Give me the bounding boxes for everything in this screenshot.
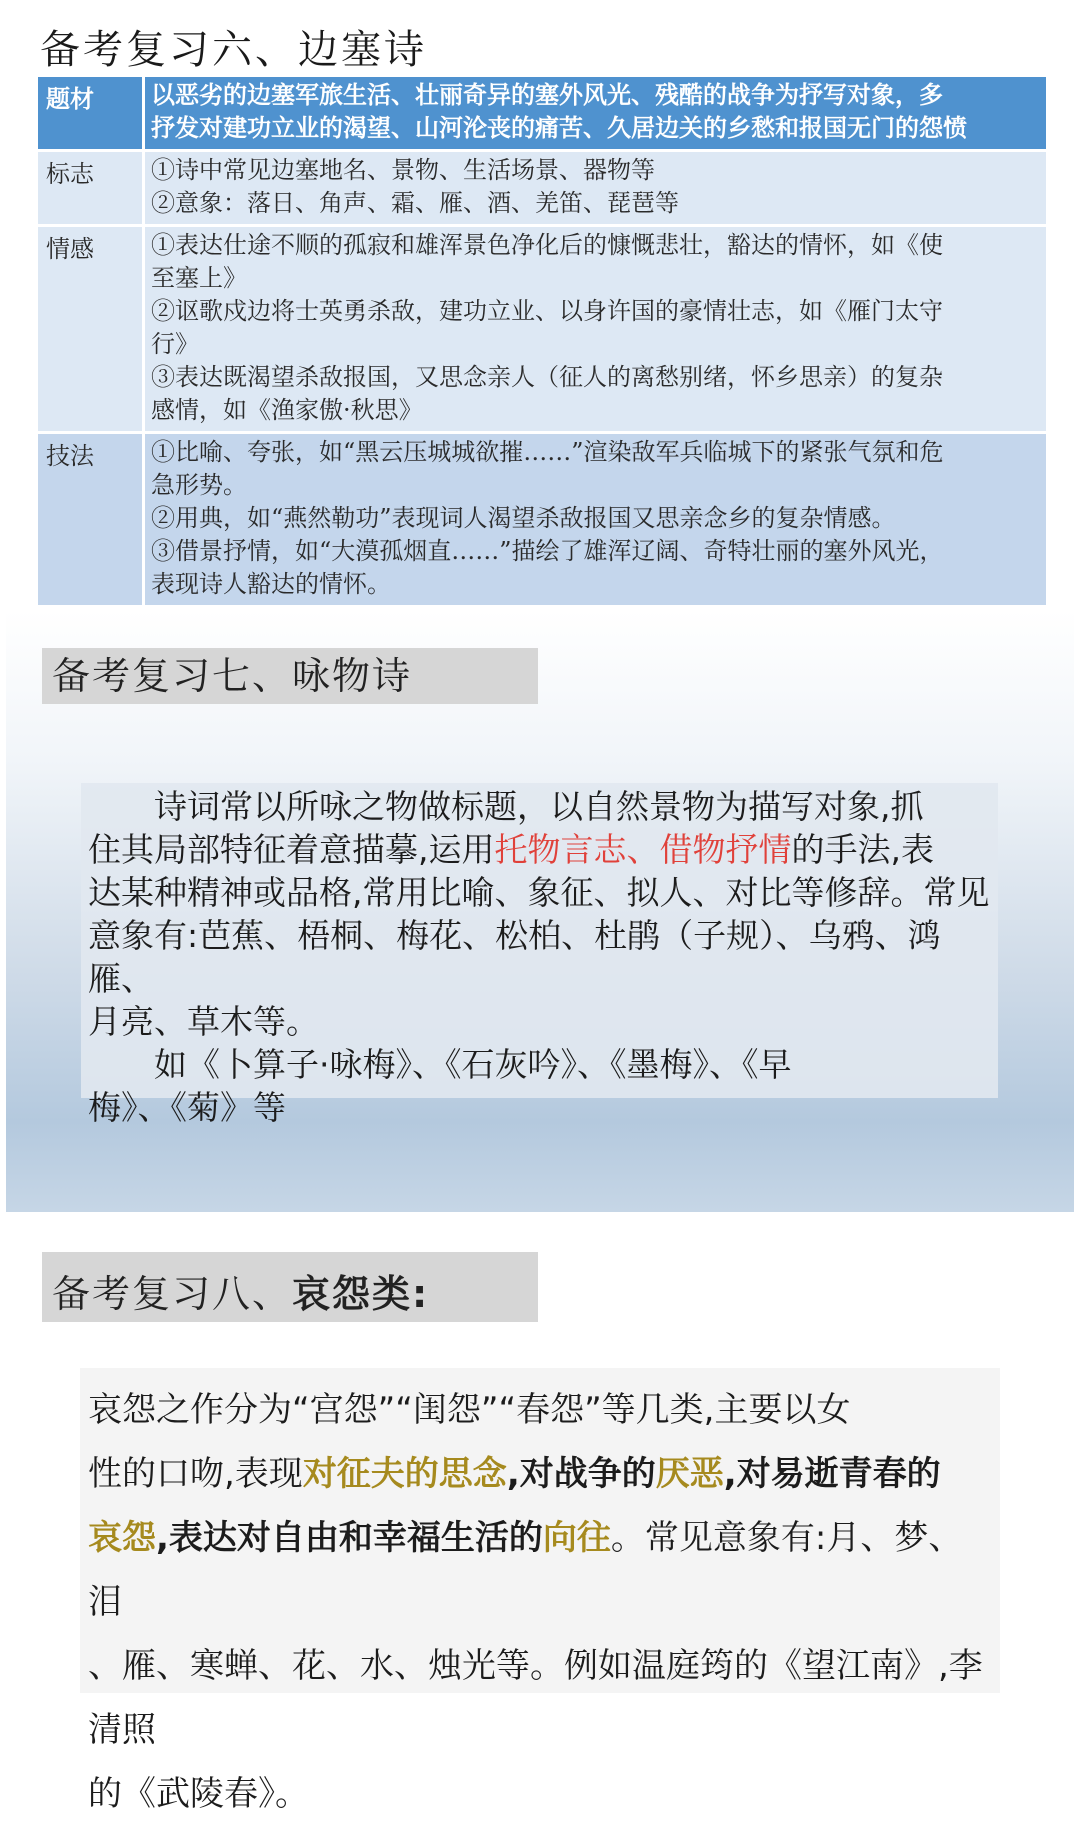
table-row-technique (38, 433, 1046, 607)
text-line: 诗词常以所咏之物做标题，以自然景物为描写对象,抓 (154, 787, 924, 826)
row-line: 急形势。 (151, 471, 247, 499)
row-line: 以恶劣的边塞军旅生活、壮丽奇异的塞外风光、残酷的战争为抒写对象，多 (151, 81, 943, 109)
text-line: 月亮、草木等。 (88, 1002, 319, 1041)
section6-title: 备考复习六、边塞诗 (40, 27, 427, 73)
text-line (88, 828, 993, 871)
text-line: 哀怨之作分为“宫怨”“闺怨”“春怨”等几类,主要以女 (88, 1390, 851, 1430)
row-line: 表现诗人豁达的情怀。 (151, 570, 391, 598)
section7-title: 备考复习七、咏物诗 (42, 648, 538, 704)
highlight-red: 托物言志、借物抒情 (494, 830, 792, 869)
row-content (144, 151, 1047, 226)
text-run-bold: ,对易逝青春的 (723, 1454, 941, 1494)
row-content (144, 433, 1047, 607)
row-line: 行》 (151, 330, 199, 358)
row-line: ②意象：落日、角声、霜、雁、酒、羌笛、琵琶等 (151, 189, 679, 217)
row-line: ①表达仕途不顺的孤寂和雄浑景色净化后的慷慨悲壮，豁达的情怀，如《使 (151, 231, 943, 259)
text-line: 意象有:芭蕉、梧桐、梅花、松柏、杜鹃（子规）、乌鸦、鸿雁、 (88, 916, 941, 998)
highlight-gold: 哀怨 (88, 1518, 156, 1558)
frontier-poetry-table (38, 77, 1046, 608)
text-line (88, 1442, 993, 1506)
text-run: 的手法,表 (791, 830, 934, 869)
text-run-bold: ,表达对自由和幸福生活的 (156, 1518, 543, 1558)
text-line (88, 1506, 993, 1634)
title-part-bold: 哀怨类: (292, 1272, 430, 1316)
row-line: ②用典，如“燕然勒功”表现词人渴望杀敌报国又思亲念乡的复杂情感。 (151, 504, 896, 532)
highlight-gold: 向往 (542, 1518, 611, 1558)
text-line: 、雁、寒蝉、花、水、烛光等。例如温庭筠的《望江南》,李清照 (88, 1646, 983, 1750)
row-line: 感情，如《渔家傲·秋思》 (151, 396, 423, 424)
row-content (144, 226, 1047, 433)
text-run: 。常见意象有:月、梦、泪 (88, 1518, 963, 1622)
row-label: 题材 (38, 77, 144, 151)
highlight-gold: 厌恶 (655, 1454, 724, 1494)
row-line: ③表达既渴望杀敌报国，又思念亲人（征人的离愁别绪，怀乡思亲）的复杂 (151, 363, 943, 391)
row-line: ②讴歌戍边将士英勇杀敌，建功立业、以身许国的豪情壮志，如《雁门太守 (151, 297, 943, 325)
section8-text (88, 1378, 993, 1826)
text-run: 性的口吻,表现 (88, 1454, 303, 1494)
row-line: 抒发对建功立业的渴望、山河沦丧的痛苦、久居边关的乡愁和报国无门的怨愤 (151, 114, 967, 142)
text-line: 的《武陵春》。 (88, 1774, 309, 1814)
text-run: 住其局部特征着意描摹,运用 (88, 830, 495, 869)
row-line: ①比喻、夸张，如“黑云压城城欲摧……”渲染敌军兵临城下的紧张气氛和危 (151, 438, 944, 466)
row-label: 情感 (38, 226, 144, 433)
row-line: ①诗中常见边塞地名、景物、生活场景、器物等 (151, 156, 655, 184)
text-line: 梅》、《菊》等 (88, 1088, 286, 1127)
row-line: ③借景抒情，如“大漠孤烟直……”描绘了雄浑辽阔、奇特壮丽的塞外风光， (151, 537, 944, 565)
table-row-theme (38, 77, 1046, 151)
text-line: 达某种精神或品格,常用比喻、象征、拟人、对比等修辞。常见 (88, 873, 990, 912)
row-line: 至塞上》 (151, 264, 247, 292)
row-label: 技法 (38, 433, 144, 607)
text-line: 如《卜算子·咏梅》、《石灰吟》、《墨梅》、《早 (154, 1045, 792, 1084)
row-label: 标志 (38, 151, 144, 226)
row-content (144, 77, 1047, 151)
section8-title (42, 1252, 538, 1322)
table-row-emotion (38, 226, 1046, 433)
section7-text (88, 785, 993, 1129)
title-part: 备考复习八、 (52, 1272, 293, 1316)
text-run-bold: ,对战争的 (506, 1454, 656, 1494)
highlight-gold: 对征夫的思念 (302, 1454, 507, 1494)
table-row-marks (38, 151, 1046, 226)
